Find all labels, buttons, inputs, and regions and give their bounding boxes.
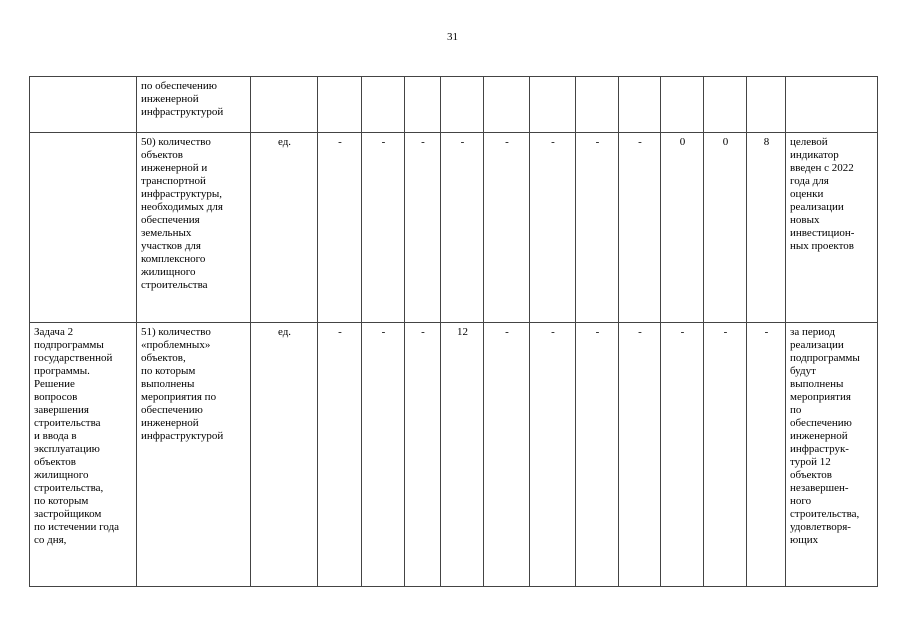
value-cell: - bbox=[530, 323, 576, 587]
value-cell: - bbox=[704, 323, 747, 587]
value-cell bbox=[318, 77, 362, 133]
value-cell: - bbox=[405, 323, 441, 587]
value-cell: - bbox=[405, 133, 441, 323]
indicator-cell: 50) количество объектов инженерной и транспортной инфраструктуры, необходимых для обеспечения земельных участков для комплексного жилищного строительства bbox=[137, 133, 251, 323]
value-cell bbox=[704, 77, 747, 133]
value-cell: - bbox=[362, 133, 405, 323]
indicators-table bbox=[29, 76, 878, 587]
value-cell bbox=[484, 77, 530, 133]
value-cell bbox=[441, 77, 484, 133]
indicator-cell: по обеспечению инженерной инфраструктурой bbox=[137, 77, 251, 133]
value-cell: - bbox=[576, 133, 619, 323]
value-cell: - bbox=[318, 323, 362, 587]
value-cell: 0 bbox=[704, 133, 747, 323]
unit-cell: ед. bbox=[251, 323, 318, 587]
unit-cell bbox=[251, 77, 318, 133]
value-cell: - bbox=[441, 133, 484, 323]
task-cell bbox=[30, 133, 137, 323]
value-cell: - bbox=[484, 323, 530, 587]
unit-cell: ед. bbox=[251, 133, 318, 323]
task-cell bbox=[30, 77, 137, 133]
value-cell: - bbox=[661, 323, 704, 587]
value-cell: - bbox=[484, 133, 530, 323]
value-cell: - bbox=[362, 323, 405, 587]
value-cell bbox=[530, 77, 576, 133]
task-cell: Задача 2 подпрограммы государственной программы. Решение вопросов завершения строительства и ввода в эксплуатацию объектов жилищного строительства, по которым застройщиком по истечении года со дня, bbox=[30, 323, 137, 587]
value-cell: 12 bbox=[441, 323, 484, 587]
value-cell: - bbox=[576, 323, 619, 587]
value-cell bbox=[362, 77, 405, 133]
value-cell: - bbox=[619, 133, 661, 323]
value-cell: 0 bbox=[661, 133, 704, 323]
value-cell bbox=[405, 77, 441, 133]
value-cell bbox=[747, 77, 786, 133]
value-cell bbox=[576, 77, 619, 133]
value-cell: 8 bbox=[747, 133, 786, 323]
value-cell bbox=[619, 77, 661, 133]
note-cell: за период реализации подпрограммы будут выполнены мероприятия по обеспечению инженерной инфраструк- турой 12 объектов незавершен- ного строительства, удовлетворя- ющих bbox=[786, 323, 878, 587]
value-cell bbox=[661, 77, 704, 133]
table-row bbox=[30, 77, 878, 133]
table-row bbox=[30, 133, 878, 323]
indicator-cell: 51) количество «проблемных» объектов, по которым выполнены мероприятия по обеспечению инженерной инфраструктурой bbox=[137, 323, 251, 587]
note-cell: целевой индикатор введен с 2022 года для оценки реализации новых инвестицион- ных проектов bbox=[786, 133, 878, 323]
value-cell: - bbox=[530, 133, 576, 323]
value-cell: - bbox=[747, 323, 786, 587]
note-cell bbox=[786, 77, 878, 133]
value-cell: - bbox=[619, 323, 661, 587]
table-row bbox=[30, 323, 878, 587]
page-number: 31 bbox=[447, 31, 458, 43]
value-cell: - bbox=[318, 133, 362, 323]
